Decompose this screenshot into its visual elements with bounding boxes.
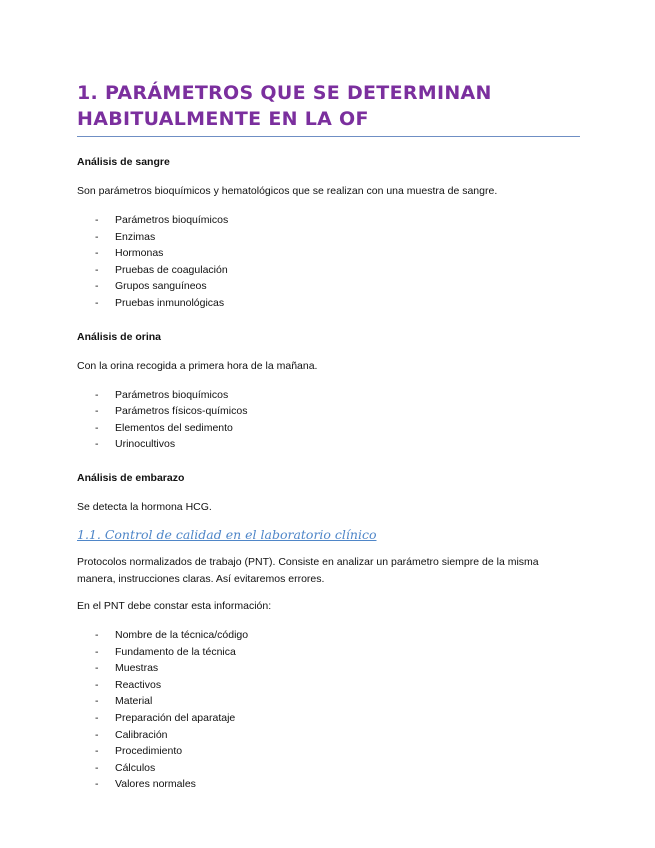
list-item (77, 743, 580, 760)
list-item (77, 776, 580, 793)
list-item-text: Calibración (115, 728, 168, 741)
subheading-control-calidad: 1.1. Control de calidad en el laboratorio clínico (77, 526, 377, 542)
list-item (77, 760, 580, 777)
title-line-1: 1. PARÁMETROS QUE SE DETERMINAN (77, 82, 492, 104)
heading-analisis-sangre: Análisis de sangre (77, 156, 170, 168)
list-item (77, 420, 580, 437)
sangre-intro: Son parámetros bioquímicos y hematológicos que se realizan con una muestra de sangre. (77, 185, 498, 197)
list-item (77, 245, 580, 262)
document-page (77, 80, 580, 793)
list-bullet-dash: - (95, 728, 99, 741)
list-item-text: Material (115, 695, 153, 708)
list-item-text: Parámetros físicos-químicos (115, 405, 248, 418)
list-bullet-dash: - (95, 678, 99, 691)
list-bullet-dash: - (95, 628, 99, 641)
list-item-text: Valores normales (115, 778, 196, 791)
page-title (77, 80, 580, 136)
list-item-text: Pruebas de coagulación (115, 263, 228, 276)
list-item (77, 229, 580, 246)
list-item-text: Parámetros bioquímicos (115, 388, 229, 401)
list-bullet-dash: - (95, 662, 99, 675)
list-bullet-dash: - (95, 405, 99, 418)
list-item-text: Reactivos (115, 678, 162, 691)
list-item (77, 436, 580, 453)
list-item-text: Fundamento de la técnica (115, 645, 236, 658)
title-line-2: HABITUALMENTE EN LA OF (77, 108, 369, 130)
orina-list (77, 387, 580, 453)
heading-analisis-embarazo: Análisis de embarazo (77, 471, 185, 484)
list-item-text: Parámetros bioquímicos (115, 214, 229, 226)
list-bullet-dash: - (95, 438, 99, 451)
list-bullet-dash: - (95, 214, 99, 226)
list-item-text: Elementos del sedimento (115, 421, 233, 434)
list-item (77, 387, 580, 404)
list-item-text: Cálculos (115, 761, 156, 774)
list-bullet-dash: - (95, 296, 99, 309)
list-item-text: Preparación del aparataje (115, 711, 236, 724)
list-item-text: Pruebas inmunológicas (115, 296, 225, 309)
list-item-text: Urinocultivos (115, 438, 176, 451)
list-item (77, 710, 580, 727)
list-bullet-dash: - (95, 645, 99, 658)
list-item-text: Procedimiento (115, 745, 183, 758)
list-bullet-dash: - (95, 761, 99, 774)
list-item-text: Muestras (115, 662, 159, 675)
list-item-text: Enzimas (115, 230, 156, 243)
list-item (77, 660, 580, 677)
list-bullet-dash: - (95, 711, 99, 724)
list-item (77, 693, 580, 710)
embarazo-intro: Se detecta la hormona HCG. (77, 500, 212, 513)
list-item (77, 278, 580, 295)
list-item (77, 403, 580, 420)
list-item (77, 212, 580, 229)
list-bullet-dash: - (95, 778, 99, 791)
list-bullet-dash: - (95, 695, 99, 708)
list-item (77, 727, 580, 744)
list-bullet-dash: - (95, 230, 99, 243)
list-item-text: Hormonas (115, 247, 164, 260)
title-underline (77, 136, 580, 137)
list-item (77, 627, 580, 644)
heading-analisis-orina: Análisis de orina (77, 330, 162, 343)
list-bullet-dash: - (95, 247, 99, 260)
list-item (77, 295, 580, 312)
list-item (77, 262, 580, 279)
list-item (77, 677, 580, 694)
list-item (77, 644, 580, 661)
pnt-list (77, 627, 580, 793)
calidad-para-2: En el PNT debe constar esta información: (77, 599, 272, 612)
list-item-text: Grupos sanguíneos (115, 280, 207, 293)
list-bullet-dash: - (95, 745, 99, 758)
list-item-text: Nombre de la técnica/código (115, 628, 249, 641)
list-bullet-dash: - (95, 263, 99, 276)
list-bullet-dash: - (95, 388, 99, 401)
sangre-list (77, 212, 580, 312)
calidad-para-1: Protocolos normalizados de trabajo (PNT). Consiste en analizar un parámetro siempre de la misma manera, instrucciones claras. Así evitaremos errores. (77, 555, 539, 585)
list-bullet-dash: - (95, 421, 99, 434)
list-bullet-dash: - (95, 280, 99, 293)
orina-intro: Con la orina recogida a primera hora de la mañana. (77, 359, 318, 372)
